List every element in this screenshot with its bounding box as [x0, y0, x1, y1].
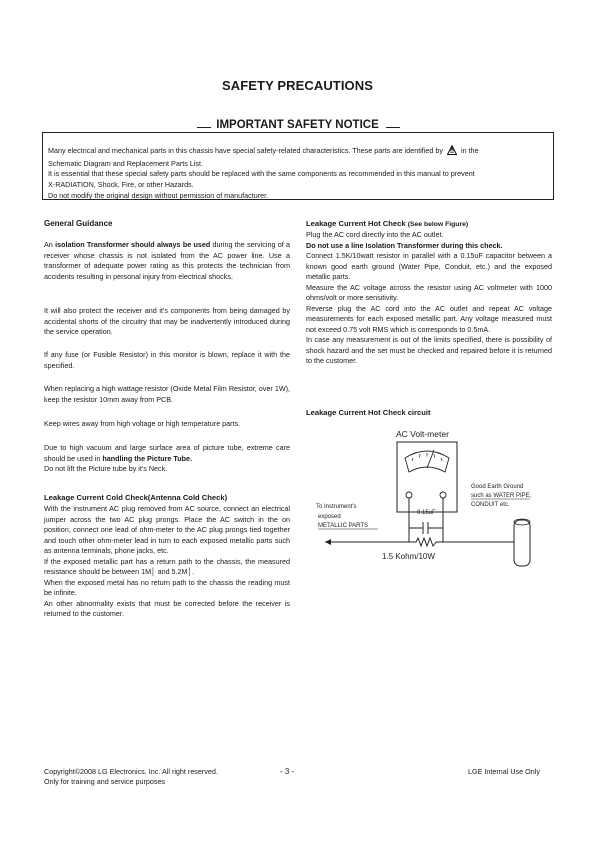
cold-para-3: When the exposed metal has no return path to the chassis the reading must be infinite.: [44, 577, 290, 597]
training-text: Only for training and service purposes: [44, 777, 166, 786]
cold-para-2: If the exposed metallic part has a return path to the chassis, the measured resistance should be between 1M│ and 5.2M│.: [44, 556, 290, 576]
cold-check-heading: Leakage Current Cold Check(Antenna Cold Check): [44, 493, 228, 502]
meter-needle: [427, 450, 434, 468]
water-pipe-icon: [514, 520, 530, 566]
general-para-4: When replacing a high wattage resistor (Oxide Metal Film Resistor, over 1W), keep the resistor 10mm away from PCB.: [44, 384, 290, 404]
left-label-2: exposed: [318, 514, 341, 520]
general-para-1: [44, 240, 290, 282]
notice-title-rule-left: [197, 127, 211, 128]
copyright-text: Copyright©2008 LG Electronics. Inc. All right reserved.: [44, 767, 218, 776]
general-guidance-heading: General Guidance: [44, 219, 113, 228]
notice-title-rule-right: [386, 127, 400, 128]
safety-notice-body: [48, 145, 552, 202]
general-para-2: It will also protect the receiver and it's components from being damaged by accidental shorts of the circuitry that may be inadvertently introduced during the service operation.: [44, 306, 290, 336]
notice-line-4: X-RADIATION, Shock, Fire, or other Hazards.: [48, 180, 194, 190]
hot-check-body: [306, 230, 552, 367]
cold-check-body: [44, 504, 290, 620]
cold-para-4: An other abnormality exists that must be corrected before the receiver is returned to the customer.: [44, 598, 290, 618]
g6-bold: handling the Picture Tube.: [102, 453, 193, 463]
g1-bold: isolation Transformer should always be used: [55, 240, 211, 249]
right-label-1: Good Earth Ground: [471, 484, 524, 490]
right-label-2: such as WATER PIPE,: [471, 493, 532, 499]
g6-post: Do not lift the Picture tube by it's Neck.: [44, 464, 168, 473]
notice-line-1: [48, 145, 552, 159]
meter-terminal-left: [406, 492, 412, 498]
page-number: - 3 -: [280, 767, 295, 776]
safety-notice-title: IMPORTANT SAFETY NOTICE: [206, 119, 389, 131]
g1-pre: An: [44, 240, 56, 249]
hot-check-heading: [306, 219, 468, 228]
hot-para-6: In case any measurement is out of the limits specified, there is possibility of shock hazard and the set must be checked and repaired before it is returned to the customer.: [306, 335, 552, 365]
circuit-heading: Leakage Current Hot Check circuit: [306, 408, 431, 417]
internal-use-label: LGE Internal Use Only: [468, 767, 540, 776]
safety-symbol-icon: [447, 145, 457, 159]
page-title: SAFETY PRECAUTIONS: [221, 78, 374, 93]
hot-para-3: Connect 1.5K/10watt resistor in parallel with a 0.15uF capacitor between a known good earth ground (Water Pipe, Conduit, etc.) and the exposed metallic parts.: [306, 251, 552, 281]
meter-label: AC Volt-meter: [396, 429, 449, 439]
notice-line-2: Schematic Diagram and Replacement Parts List.: [48, 158, 203, 168]
general-para-3: If any fuse (or Fusible Resistor) in this monitor is blown, replace it with the specified.: [44, 350, 290, 370]
hot-heading-text: Leakage Current Hot Check: [306, 219, 406, 228]
general-para-6: [44, 443, 290, 475]
g6-pre: Due to high vacuum and large surface area of picture tube, extreme care should be used in: [44, 443, 290, 463]
capacitor-label: 0.15uF: [417, 510, 436, 516]
left-label-3: METALLIC PARTS: [318, 523, 369, 529]
ac-voltmeter-box: [397, 442, 457, 512]
hot-para-4: Measure the AC voltage across the resistor using AC voltmeter with 1000 ohms/volt or more sensitivity.: [306, 282, 552, 302]
left-label-1: To Instrument's: [316, 504, 357, 510]
hot-para-2: Do not use a line Isolation Transformer during this check.: [306, 240, 503, 250]
safety-notice-title-row: [0, 119, 595, 131]
notice-line-1-text: Many electrical and mechanical parts in this chassis have special safety-related characteristics. These parts are identified by: [48, 146, 443, 155]
footer-left: [44, 767, 218, 787]
hot-check-circuit-diagram: [300, 420, 560, 570]
g1-post: during the servicing of a receiver whose chassis is not isolated from the AC power line. Use a transformer of adequate power rating as this protects the technician from accidents resulting in personal injury from electrical shocks.: [44, 240, 290, 281]
left-arrow-icon: [325, 539, 331, 545]
hot-para-5: Reverse plug the AC cord into the AC outlet and repeat AC voltage measurements for each exposed metallic part. Any voltage measured must not exceed 0.75 volt RMS which is corresponds to 0.5mA.: [306, 303, 552, 334]
notice-line-5: Do not modify the original design without permission of manufacturer.: [48, 190, 269, 200]
right-label-3: CONDUIT etc.: [471, 502, 510, 508]
resistor-label: 1.5 Kohm/10W: [382, 552, 435, 561]
cold-para-1: With the instrument AC plug removed from AC source, connect an electrical jumper across the two AC plug prongs. Place the AC switch in the on position, connect one lead of ohm-meter to the AC plug prongs tied together and touch other ohm-meter lead in turn to each exposed metallic parts such as antenna terminals, phone jacks, etc.: [44, 504, 290, 555]
meter-terminal-right: [440, 492, 446, 498]
hot-heading-suffix: (See below Figure): [407, 221, 469, 228]
hot-para-1: Plug the AC cord directly into the AC outlet.: [306, 230, 444, 239]
notice-line-3: It is essential that these special safety parts should be replaced with the same components as recommended in this manual to prevent: [48, 169, 475, 179]
notice-line-1-tail: in the: [460, 146, 479, 155]
resistor-symbol: [416, 538, 436, 546]
general-para-5: Keep wires away from high voltage or high temperature parts.: [44, 419, 241, 428]
